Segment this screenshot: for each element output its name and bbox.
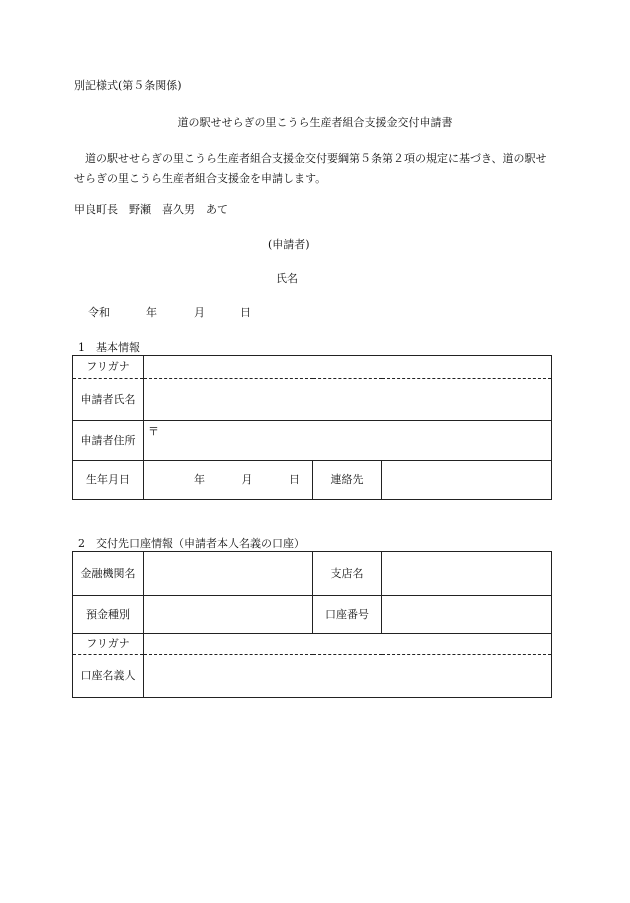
- applicant-address-label: 申請者住所: [73, 421, 144, 461]
- body-paragraph: 道の駅せせらぎの里こうら生産者組合支援金交付要綱第５条第２項の規定に基づき、道の駅せせらぎの里こうら生産者組合支援金を申請します。: [74, 152, 547, 185]
- bank-name-label: 金融機関名: [73, 552, 144, 596]
- birthdate-label: 生年月日: [73, 461, 144, 500]
- applicant-name-label: 申請者氏名: [73, 379, 144, 421]
- section1-heading: 1 基本情報: [78, 341, 140, 354]
- account-holder-label: 口座名義人: [73, 655, 144, 698]
- deposit-type-field[interactable]: [144, 596, 313, 634]
- birth-year-label: 年: [194, 473, 205, 486]
- date-era: 令和: [88, 306, 110, 319]
- applicant-name-field[interactable]: [144, 379, 552, 421]
- name-label: 氏名: [276, 272, 298, 285]
- applicant-address-field[interactable]: [144, 421, 552, 461]
- branch-name-field[interactable]: [382, 552, 552, 596]
- date-month: 月: [194, 306, 205, 319]
- basic-info-table: [72, 355, 552, 500]
- form-reference: 別記様式(第５条関係): [74, 79, 182, 92]
- account-info-table: [72, 551, 552, 698]
- branch-name-label: 支店名: [313, 552, 382, 596]
- birth-month-label: 月: [241, 473, 253, 486]
- addressee: 甲良町長 野瀬 喜久男 あて: [74, 203, 228, 216]
- account-furigana-field[interactable]: [144, 634, 552, 655]
- applicant-label: (申請者): [268, 238, 310, 251]
- furigana-label: フリガナ: [73, 356, 144, 379]
- postal-mark: 〒: [148, 425, 159, 438]
- birthdate-field[interactable]: [144, 461, 313, 500]
- date-year: 年: [146, 306, 157, 319]
- account-number-field[interactable]: [382, 596, 552, 634]
- account-furigana-label: フリガナ: [73, 634, 144, 655]
- account-holder-field[interactable]: [144, 655, 552, 698]
- deposit-type-label: 預金種別: [73, 596, 144, 634]
- document-title: 道の駅せせらぎの里こうら生産者組合支援金交付申請書: [177, 116, 453, 129]
- account-number-label: 口座番号: [313, 596, 382, 634]
- contact-field[interactable]: [382, 461, 552, 500]
- section2-heading: 2 交付先口座情報（申請者本人名義の口座）: [78, 537, 305, 550]
- date-day: 日: [240, 306, 251, 319]
- birth-day-label: 日: [289, 473, 300, 486]
- bank-name-field[interactable]: [144, 552, 313, 596]
- furigana-field[interactable]: [144, 356, 552, 379]
- contact-label: 連絡先: [313, 461, 382, 500]
